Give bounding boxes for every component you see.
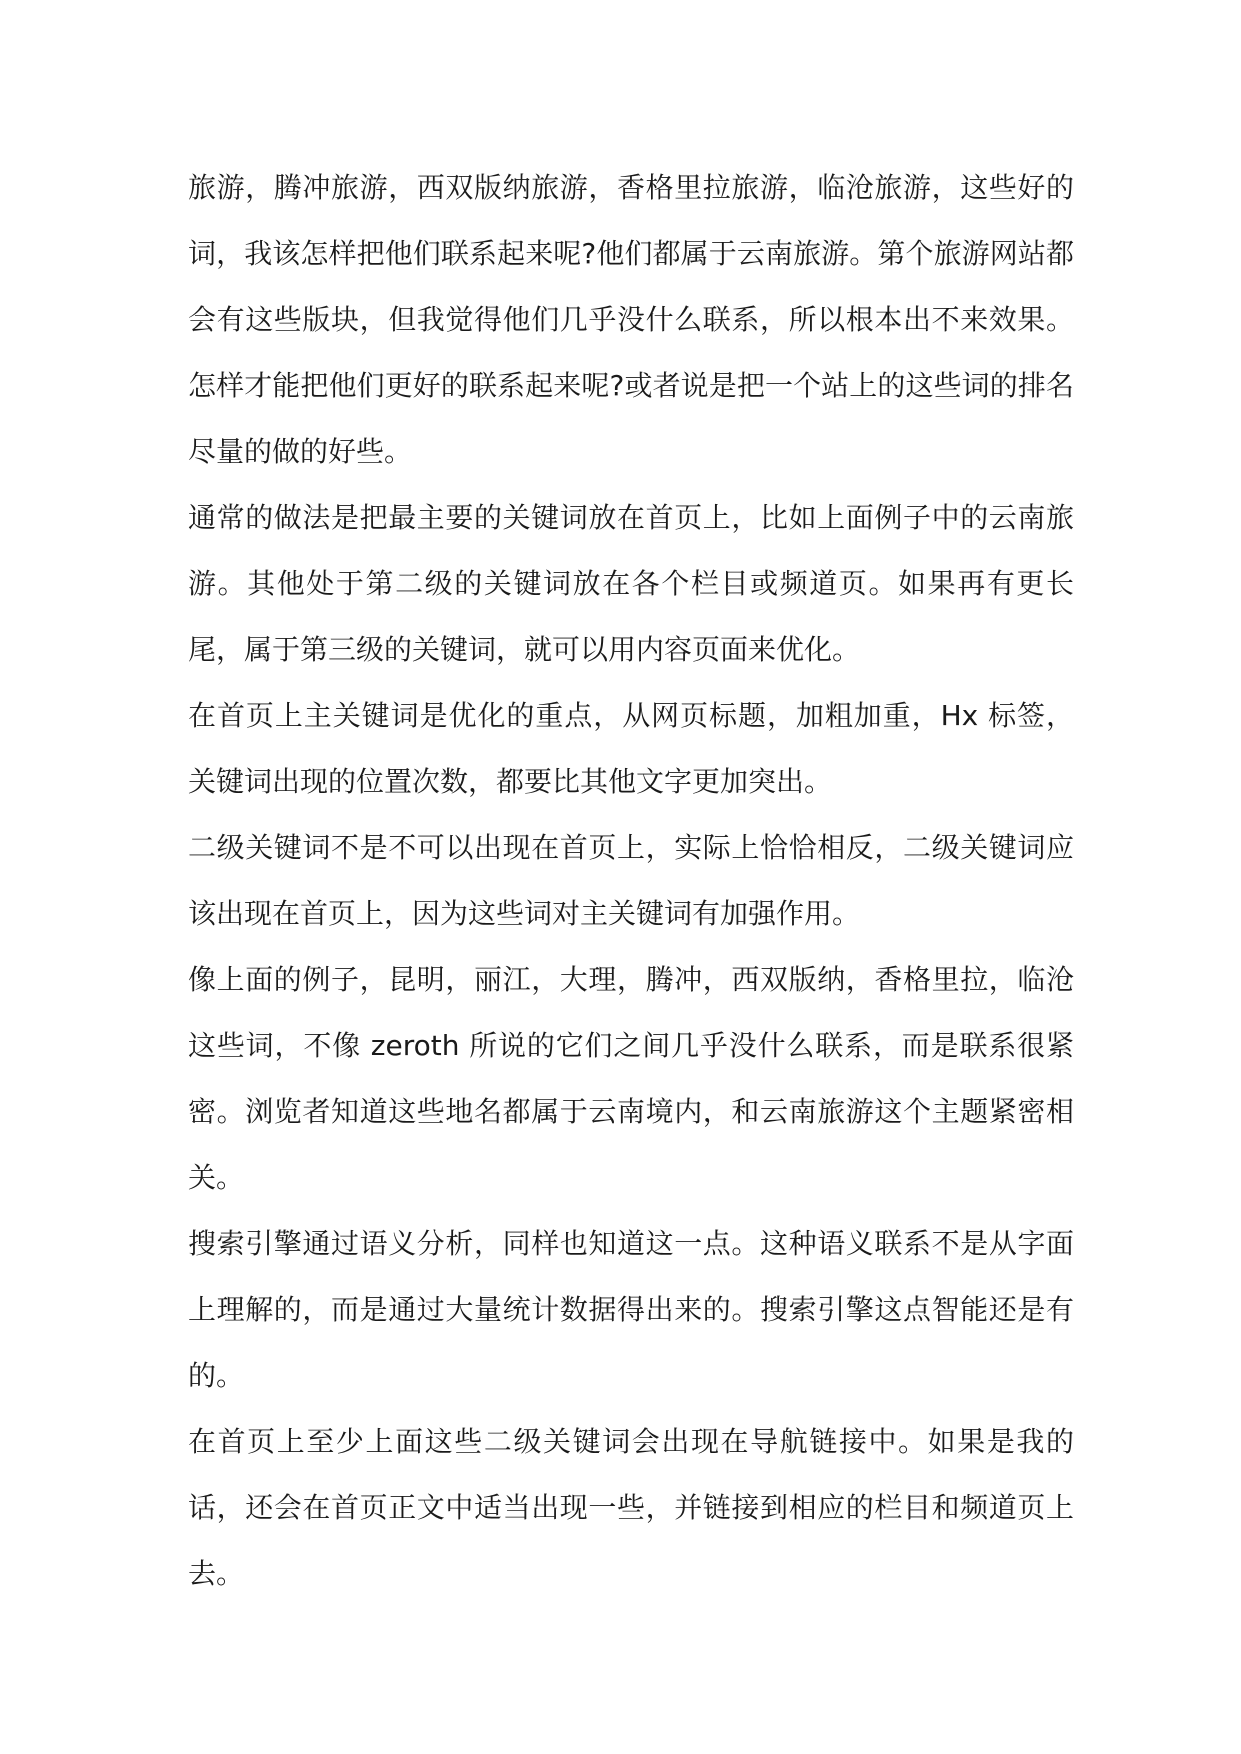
- paragraph-2: 通常的做法是把最主要的关键词放在首页上，比如上面例子中的云南旅游。其他处于第二级的关键词放在各个栏目或频道页。如果再有更长尾，属于第三级的关键词，就可以用内容页面来优化。: [188, 501, 1074, 666]
- document-body: [188, 155, 1074, 1607]
- paragraph-3: 在首页上主关键词是优化的重点，从网页标题，加粗加重，Hx 标签，关键词出现的位置次数，都要比其他文字更加突出。: [188, 699, 1074, 798]
- paragraph-7: 在首页上至少上面这些二级关键词会出现在导航链接中。如果是我的话，还会在首页正文中适当出现一些，并链接到相应的栏目和频道页上去。: [188, 1425, 1074, 1590]
- paragraph-6: 搜索引擎通过语义分析，同样也知道这一点。这种语义联系不是从字面上理解的，而是通过大量统计数据得出来的。搜索引擎这点智能还是有的。: [188, 1227, 1074, 1392]
- paragraph-5: 像上面的例子，昆明，丽江，大理，腾冲，西双版纳，香格里拉，临沧这些词，不像 zeroth 所说的它们之间几乎没什么联系，而是联系很紧密。浏览者知道这些地名都属于云南境内，和云南旅游这个主题紧密相关。: [188, 963, 1074, 1194]
- paragraph-4: 二级关键词不是不可以出现在首页上，实际上恰恰相反，二级关键词应该出现在首页上，因为这些词对主关键词有加强作用。: [188, 831, 1074, 930]
- paragraph-1: 旅游，腾冲旅游，西双版纳旅游，香格里拉旅游，临沧旅游，这些好的词，我该怎样把他们联系起来呢?他们都属于云南旅游。第个旅游网站都会有这些版块，但我觉得他们几乎没什么联系，所以根本出不来效果。怎样才能把他们更好的联系起来呢?或者说是把一个站上的这些词的排名尽量的做的好些。: [188, 171, 1074, 468]
